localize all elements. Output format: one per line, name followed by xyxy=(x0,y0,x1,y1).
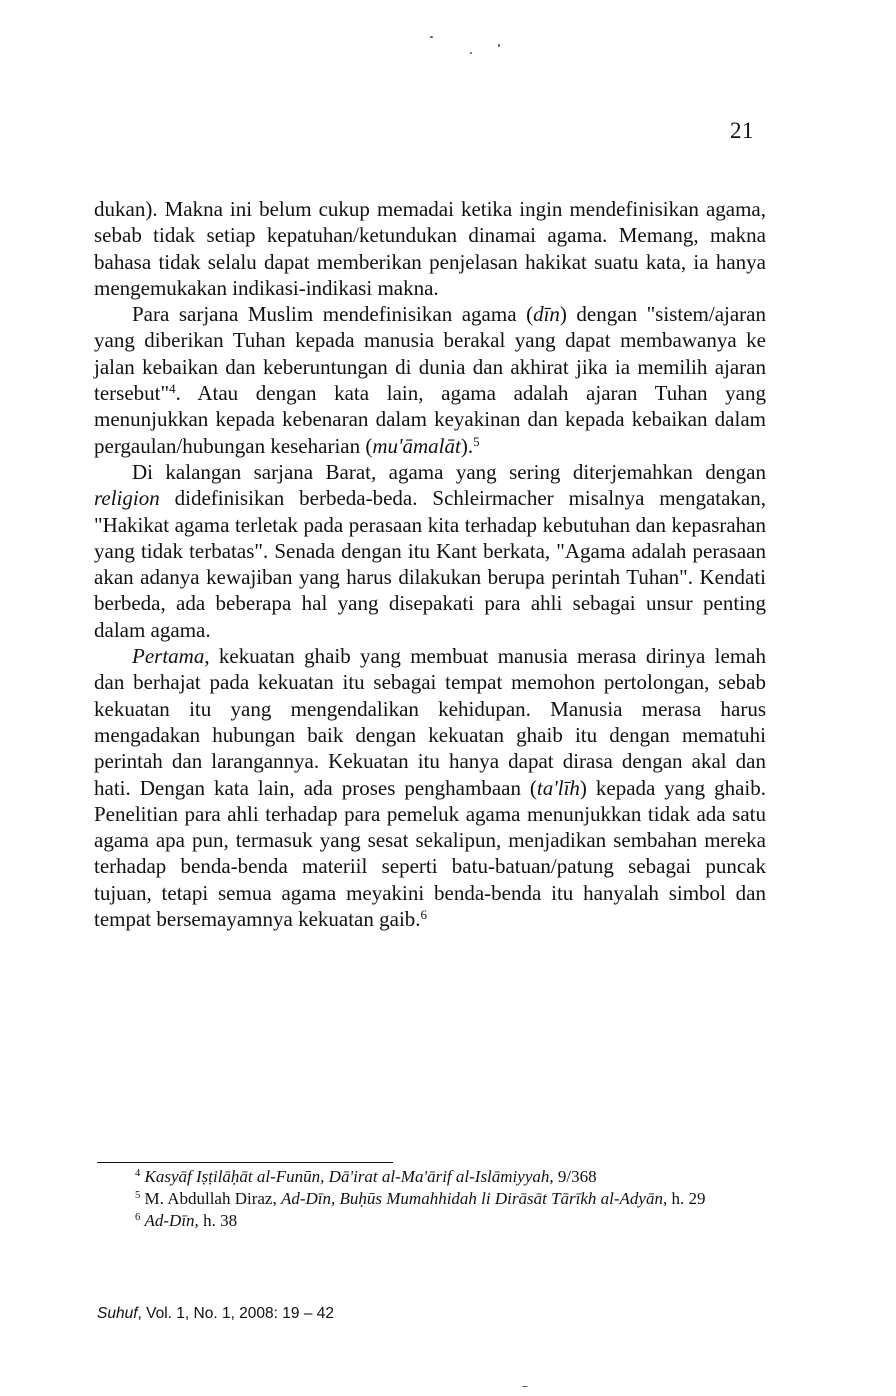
paragraph xyxy=(94,301,766,459)
scan-speck xyxy=(498,44,500,47)
footnote-marker: 6 xyxy=(135,1212,141,1224)
text-run: M. Abdullah Diraz, xyxy=(140,1189,281,1208)
body-text xyxy=(94,196,766,932)
footnote-marker: 5 xyxy=(473,433,480,449)
text-run: Di kalangan sarjana Barat, agama yang sering diterjemahkan dengan xyxy=(132,459,766,484)
journal-citation-footer xyxy=(97,1305,334,1323)
page-number: 21 xyxy=(730,118,754,143)
text-run: 9/368 xyxy=(553,1167,597,1186)
footnote xyxy=(97,1210,767,1232)
italic-term: religion xyxy=(94,486,160,511)
scan-speck xyxy=(522,1386,528,1387)
footnote-divider xyxy=(97,1162,393,1163)
text-run: . Atau dengan kata lain, agama adalah ajaran Tuhan yang menunjukkan kepada kebenaran dalam keyakinan dan kepada kebaikan dalam pergaulan/hubungan keseharian ( xyxy=(94,381,766,458)
text-run: ). xyxy=(460,433,474,458)
journal-citation: , Vol. 1, No. 1, 2008: 19 – 42 xyxy=(137,1305,334,1322)
footnote-marker: 4 xyxy=(135,1168,141,1180)
footnote xyxy=(97,1188,767,1210)
footnotes xyxy=(97,1166,767,1232)
italic-term: dīn xyxy=(533,302,560,327)
italic-term: Kasyāf Iṣṭilāḥāt al-Funūn, Dā'irat al-Ma'ārif al-Islāmiyyah, xyxy=(144,1167,554,1186)
journal-name: Suhuf xyxy=(97,1305,138,1322)
text-run: , kekuatan ghaib yang membuat manusia merasa dirinya lemah dan berhajat pada kekuatan itu sebagai tempat memohon pertolongan, sebab kekuatan itu yang mengendalikan kehidupan. Manusia merasa harus mengadakan hubungan baik dengan kekuatan ghaib itu dengan mematuhi perintah dan larangannya. Kekuatan itu hanya dapat dirasa dengan akal dan hati. Dengan kata lain, ada proses penghambaan ( xyxy=(94,644,766,800)
italic-term: Ad-Dīn, Buḥūs Mumahhidah li Dirāsāt Tārīkh al-Adyān, xyxy=(280,1189,668,1208)
text-run: h. 38 xyxy=(198,1211,238,1230)
footnote-marker: 4 xyxy=(169,380,176,396)
text-run: dukan). Makna ini belum cukup memadai ketika ingin mendefinisikan agama, sebab tidak setiap kepatuhan/ketundukan dinamai agama. Memang, makna bahasa tidak selalu dapat memberikan penjelasan hakikat suatu kata, ia hanya mengemukakan indikasi-indikasi makna. xyxy=(94,197,766,300)
italic-term: ta'līh xyxy=(536,775,580,800)
paragraph xyxy=(94,196,766,301)
footnote-marker: 6 xyxy=(420,906,428,922)
footnote-marker: 5 xyxy=(135,1190,141,1202)
footnote xyxy=(97,1166,767,1188)
text-run: Para sarjana Muslim mendefinisikan agama ( xyxy=(132,302,534,327)
paragraph xyxy=(94,643,766,932)
text-run: ) kepada yang ghaib. Penelitian para ahli terhadap para pemeluk agama menunjukkan tidak ada satu agama apa pun, termasuk yang sesat sekalipun, menjadikan sembahan mereka terhadap benda-benda materiil seperti batu-batuan/patung sebagai puncak tujuan, tetapi semua agama meyakini benda-benda itu hanyalah simbol dan tempat bersemayamnya kekuatan gaib. xyxy=(94,775,766,932)
text-run: didefinisikan berbeda-beda. Schleirmacher misalnya mengatakan, "Hakikat agama terletak pada perasaan kita terhadap kebutuhan dan kepasrahan yang tidak terbatas". Senada dengan itu Kant berkata, "Agama adalah perasaan akan adanya kewajiban yang harus dilakukan berupa perintah Tuhan". Kendati berbeda, ada beberapa hal yang disepakati para ahli sebagai unsur penting dalam agama. xyxy=(94,486,766,642)
italic-term: Pertama xyxy=(132,644,205,669)
scan-speck xyxy=(470,52,472,54)
paragraph xyxy=(94,459,766,643)
italic-term: Ad-Dīn, xyxy=(144,1211,199,1230)
text-run: h. 29 xyxy=(667,1189,706,1208)
scan-speck xyxy=(430,36,433,38)
italic-term: mu'āmalāt xyxy=(372,433,461,458)
text-run: ) dengan "sistem/ajaran yang diberikan Tuhan kepada manusia berakal yang dapat membawanya ke jalan kebaikan dan keberuntungan di dunia dan akhirat jika ia memilih ajaran tersebut" xyxy=(94,302,766,406)
